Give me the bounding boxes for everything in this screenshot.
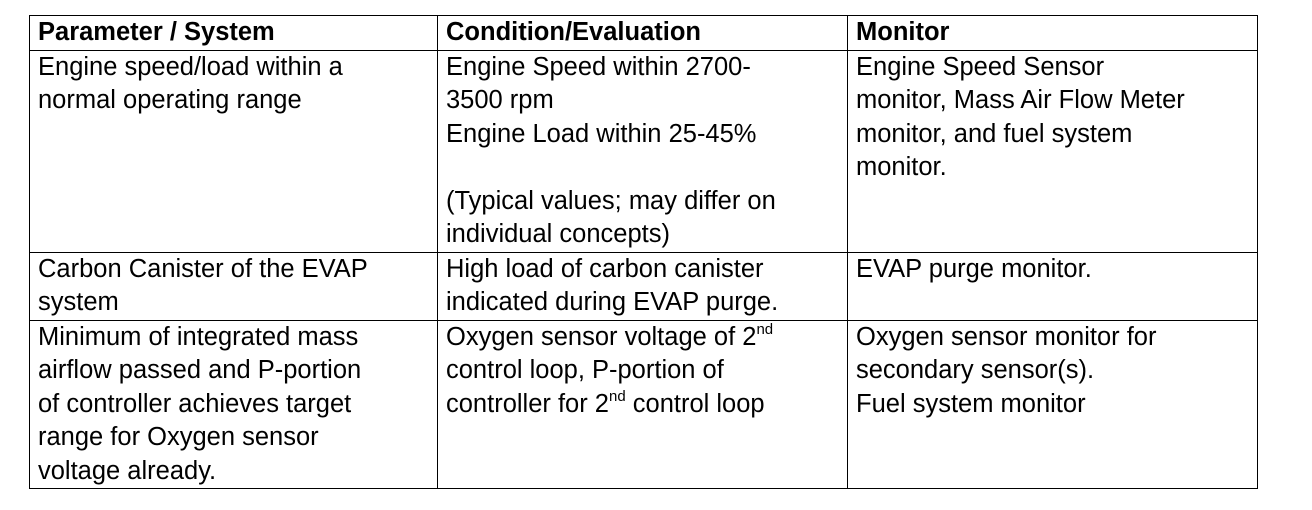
cell-text-line: Engine Speed within 2700- bbox=[446, 52, 751, 81]
cell-text-line: Engine Load within 25-45% bbox=[446, 119, 757, 148]
cell-text-line: system bbox=[38, 288, 119, 316]
cell-parameter bbox=[30, 320, 438, 489]
cell-condition bbox=[438, 320, 848, 489]
table-header-row bbox=[30, 16, 1258, 51]
cell-text-line: Oxygen sensor monitor for bbox=[856, 322, 1157, 351]
table-row bbox=[30, 320, 1258, 489]
blank-line bbox=[446, 151, 839, 185]
cell-parameter bbox=[30, 252, 438, 320]
cell-text-line: indicated during EVAP purge. bbox=[446, 288, 779, 316]
cell-text-line: secondary sensor(s). bbox=[856, 356, 1095, 384]
cell-note-line: individual concepts) bbox=[446, 220, 670, 248]
cell-text-line bbox=[446, 388, 839, 422]
header-parameter-system: Parameter / System bbox=[30, 16, 438, 51]
header-condition-evaluation: Condition/Evaluation bbox=[438, 16, 848, 51]
text-segment: controller for 2 bbox=[446, 389, 609, 418]
cell-text-line: Carbon Canister of the EVAP bbox=[38, 254, 368, 283]
cell-text-line: monitor, Mass Air Flow Meter bbox=[856, 86, 1185, 114]
cell-text-line: EVAP purge monitor. bbox=[856, 254, 1092, 283]
header-monitor: Monitor bbox=[848, 16, 1258, 51]
cell-text-line: 3500 rpm bbox=[446, 86, 554, 114]
text-segment: Oxygen sensor voltage of 2 bbox=[446, 322, 757, 351]
cell-text-line: monitor, and fuel system bbox=[856, 119, 1133, 148]
cell-text-line: control loop, P-portion of bbox=[446, 356, 724, 384]
cell-text-line: monitor. bbox=[856, 153, 947, 181]
cell-text-line: normal operating range bbox=[38, 86, 302, 114]
ordinal-superscript: nd bbox=[609, 387, 626, 405]
cell-monitor bbox=[848, 252, 1258, 320]
table-row bbox=[30, 50, 1258, 252]
evaluation-table bbox=[29, 15, 1258, 489]
cell-condition bbox=[438, 50, 848, 252]
cell-text-line: Fuel system monitor bbox=[856, 389, 1086, 418]
cell-monitor bbox=[848, 320, 1258, 489]
cell-text-line: range for Oxygen sensor bbox=[38, 423, 319, 451]
cell-monitor bbox=[848, 50, 1258, 252]
cell-text-line: airflow passed and P-portion bbox=[38, 356, 362, 384]
text-segment: control loop bbox=[625, 389, 765, 418]
cell-condition bbox=[438, 252, 848, 320]
cell-note-line: (Typical values; may differ on bbox=[446, 186, 776, 215]
cell-text-line: Engine Speed Sensor bbox=[856, 52, 1105, 81]
cell-text-line: High load of carbon canister bbox=[446, 254, 764, 283]
cell-text-line: Minimum of integrated mass bbox=[38, 322, 359, 351]
cell-text-line: voltage already. bbox=[38, 456, 217, 485]
cell-text-line: of controller achieves target bbox=[38, 389, 352, 418]
cell-parameter bbox=[30, 50, 438, 252]
table-row bbox=[30, 252, 1258, 320]
cell-text-line: Engine speed/load within a bbox=[38, 52, 343, 81]
cell-text-line bbox=[446, 321, 839, 355]
ordinal-superscript: nd bbox=[756, 320, 774, 338]
